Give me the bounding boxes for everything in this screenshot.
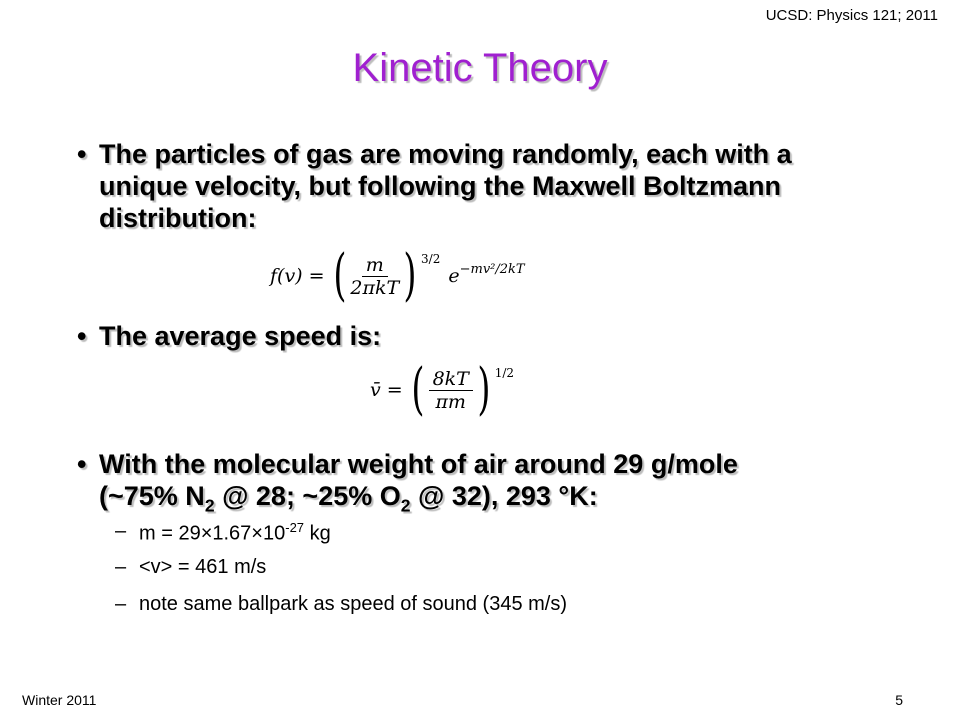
subscript-2: 2 bbox=[204, 495, 215, 516]
exp-base: e bbox=[448, 265, 460, 287]
footer-date: Winter 2011 bbox=[22, 692, 97, 708]
fraction bbox=[350, 254, 399, 299]
average-speed-formula bbox=[370, 357, 515, 422]
mass-exponent: -27 bbox=[285, 520, 305, 535]
bullet-text: The average speed is: bbox=[99, 321, 382, 351]
text-o2-prefix: @ 28; ~25% O bbox=[214, 481, 401, 511]
close-paren: ) bbox=[403, 243, 417, 308]
bullet-average-speed bbox=[77, 320, 879, 352]
bullet-line-1: With the molecular weight of air around 29 g/mole bbox=[99, 449, 738, 479]
course-header: UCSD: Physics 121; 2011 bbox=[765, 7, 938, 24]
fraction bbox=[429, 368, 473, 413]
speed-value: <v> = 461 m/s bbox=[139, 556, 267, 578]
page-number: 5 bbox=[895, 692, 903, 708]
mass-unit: kg bbox=[304, 522, 331, 545]
power: 1/2 bbox=[494, 366, 515, 380]
bullet-maxwell-boltzmann bbox=[77, 138, 879, 234]
slide-title: Kinetic Theory bbox=[352, 46, 608, 90]
subscript-2: 2 bbox=[400, 495, 411, 516]
power: 3/2 bbox=[421, 252, 441, 266]
bullet-dot: • bbox=[77, 449, 87, 479]
bullet-dot: • bbox=[77, 139, 87, 169]
sub-item-note bbox=[115, 593, 568, 616]
formula-lhs: v̄ = bbox=[370, 379, 403, 401]
text-n2-prefix: (~75% N bbox=[99, 481, 205, 511]
open-paren: ( bbox=[411, 357, 425, 422]
denominator: πm bbox=[435, 390, 466, 413]
mass-value: m = 29×1.67×10 bbox=[139, 522, 286, 545]
bullet-dot: • bbox=[77, 321, 87, 351]
formula-lhs: f(v) = bbox=[270, 265, 325, 287]
bullet-line-2 bbox=[99, 480, 879, 521]
exponent: −mv²/2kT bbox=[459, 262, 525, 277]
dash: – bbox=[115, 556, 127, 578]
dash: – bbox=[115, 520, 127, 542]
text-temperature: @ 32), 293 °K: bbox=[410, 481, 598, 511]
sub-item-mass bbox=[115, 520, 331, 546]
note-text: note same ballpark as speed of sound (345 m/s) bbox=[139, 593, 568, 615]
numerator: 8kT bbox=[429, 368, 473, 391]
bullet-text: The particles of gas are moving randomly, each with a unique velocity, but following the Maxwell Boltzmann distribution: bbox=[99, 139, 792, 233]
dash: – bbox=[115, 593, 127, 615]
numerator: m bbox=[362, 254, 388, 277]
open-paren: ( bbox=[332, 243, 347, 308]
sub-item-speed bbox=[115, 556, 267, 579]
bullet-air-molecular-weight bbox=[77, 448, 879, 521]
close-paren: ) bbox=[477, 357, 491, 422]
maxwell-boltzmann-formula bbox=[270, 243, 525, 308]
denominator: 2πkT bbox=[350, 276, 400, 299]
